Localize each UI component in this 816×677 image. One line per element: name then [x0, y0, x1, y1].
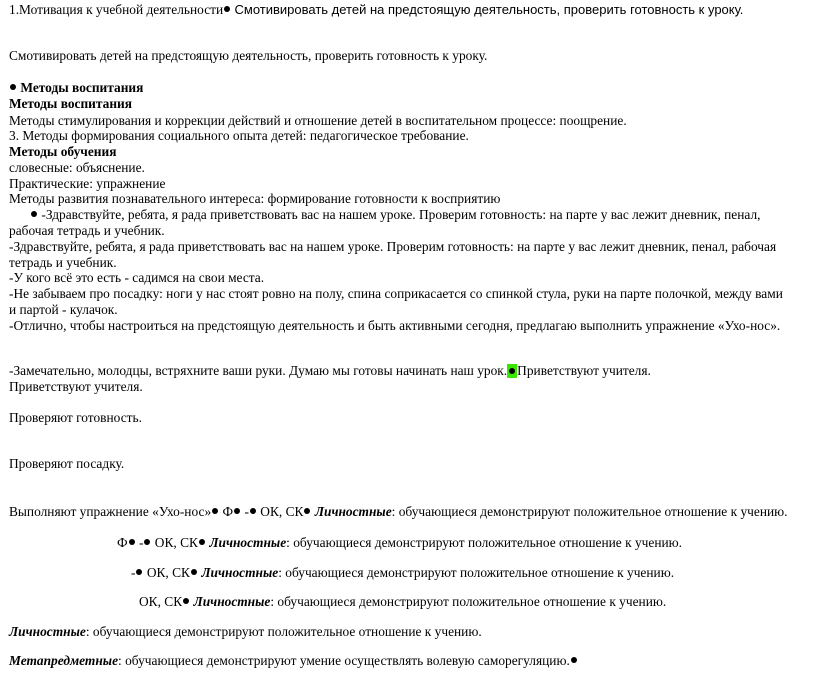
exercise-result-line [9, 504, 788, 520]
personal-label: Личностные [201, 565, 279, 580]
speech-line-highlight [9, 363, 651, 379]
dash: - [131, 565, 136, 580]
bullet-icon [144, 539, 150, 545]
speech-text: -Здравствуйте, ребята, я рада приветствовать вас на нашем уроке. Проверим готовность: на парте у вас лежит дневник, пенал, рабочая [9, 239, 777, 254]
bullet-icon [571, 657, 577, 663]
dash: - [244, 504, 249, 519]
bullet-icon [234, 508, 240, 514]
uud-label: ОК, СК [146, 565, 190, 580]
student-activity: Проверяют готовность. [9, 410, 142, 425]
speech-text: -Отлично, чтобы настроиться на предстоящую деятельность и быть активными сегодня, предлагаю выполнить упражнение «Ухо-нос». [9, 318, 781, 333]
bullet-icon [31, 211, 37, 217]
section-heading-line [9, 2, 743, 18]
personal-label: Личностные [314, 504, 392, 519]
personal-label: Личностные [193, 594, 271, 609]
speech-text: -Замечательно, молодцы, встряхните ваши руки. Думаю мы готовы начинать наш урок. [9, 363, 508, 378]
dash: - [138, 535, 144, 550]
speech-text: рабочая тетрадь и учебник. [9, 223, 165, 238]
bullet-icon [199, 539, 205, 545]
highlight-marker [507, 364, 517, 378]
form-label: Ф [117, 535, 128, 550]
methods-heading-bullet [9, 80, 143, 96]
form-label: Ф [222, 504, 234, 519]
bullet-icon [212, 508, 218, 514]
result-line [131, 565, 674, 581]
section-title: 1.Мотивация к учебной деятельности [9, 2, 224, 17]
method-line: словесные: объяснение. [9, 160, 145, 175]
methods-heading: Методы воспитания [9, 96, 133, 111]
bullet-icon [183, 598, 189, 604]
meta-label: Метапредметные [9, 653, 119, 668]
bullet-icon [10, 84, 16, 90]
goal-text: Смотивировать детей на предстоящую деятельность, проверить готовность к уроку. [9, 48, 488, 63]
bullet-icon [304, 508, 310, 514]
result-line [117, 535, 682, 551]
speech-text: -Не забываем про посадку: ноги у нас стоят ровно на полу, спина соприкасается со спинкой стула, руки на парте полочкой, между вами [9, 286, 783, 301]
student-activity: Проверяют посадку. [9, 456, 125, 471]
teaching-methods-heading: Методы обучения [9, 144, 117, 159]
speech-text: -У кого всё это есть - садимся на свои места. [9, 270, 265, 285]
meta-result-line [9, 653, 578, 669]
result-line [139, 594, 666, 610]
student-activity: Приветствуют учителя. [517, 363, 651, 378]
personal-text: : обучающиеся демонстрируют положительное отношение к учению. [278, 565, 675, 580]
method-line: Методы стимулирования и коррекции действий и отношение детей в воспитательном процессе: поощрение. [9, 113, 627, 128]
personal-text: : обучающиеся демонстрируют положительное отношение к учению. [391, 504, 788, 519]
personal-text: : обучающиеся демонстрируют положительное отношение к учению. [270, 594, 667, 609]
uud-label: ОК, СК [154, 535, 198, 550]
uud-label: ОК, СК [139, 594, 183, 609]
personal-label: Личностные [209, 535, 287, 550]
method-line: Методы развития познавательного интереса: формирование готовности к восприятию [9, 191, 501, 206]
personal-text: : обучающиеся демонстрируют положительное отношение к учению. [85, 624, 482, 639]
student-activity: Приветствуют учителя. [9, 379, 143, 394]
bullet-icon [224, 6, 230, 12]
method-line: Практические: упражнение [9, 176, 166, 191]
meta-text: : обучающиеся демонстрируют умение осуществлять волевую саморегуляцию. [118, 653, 570, 668]
bullet-icon [250, 508, 256, 514]
bullet-icon [136, 569, 142, 575]
speech-text: и партой - кулачок. [9, 302, 118, 317]
personal-label: Личностные [9, 624, 86, 639]
result-line [9, 624, 482, 640]
methods-heading-text: Методы воспитания [20, 80, 144, 95]
method-line: 3. Методы формирования социального опыта детей: педагогическое требование. [9, 128, 469, 143]
speech-text: -Здравствуйте, ребята, я рада приветствовать вас на нашем уроке. Проверим готовность: на парте у вас лежит дневник, пенал, [41, 207, 761, 222]
bullet-icon [129, 539, 135, 545]
bullet-icon [509, 368, 515, 374]
personal-text: : обучающиеся демонстрируют положительное отношение к учению. [286, 535, 683, 550]
bullet-icon [191, 569, 197, 575]
student-activity: Выполняют упражнение «Ухо-нос» [9, 504, 212, 519]
section-goal: Смотивировать детей на предстоящую деятельность, проверить готовность к уроку. [234, 2, 744, 17]
speech-text: тетрадь и учебник. [9, 255, 117, 270]
uud-label: ОК, СК [260, 504, 304, 519]
speech-bullet-line [30, 207, 761, 223]
